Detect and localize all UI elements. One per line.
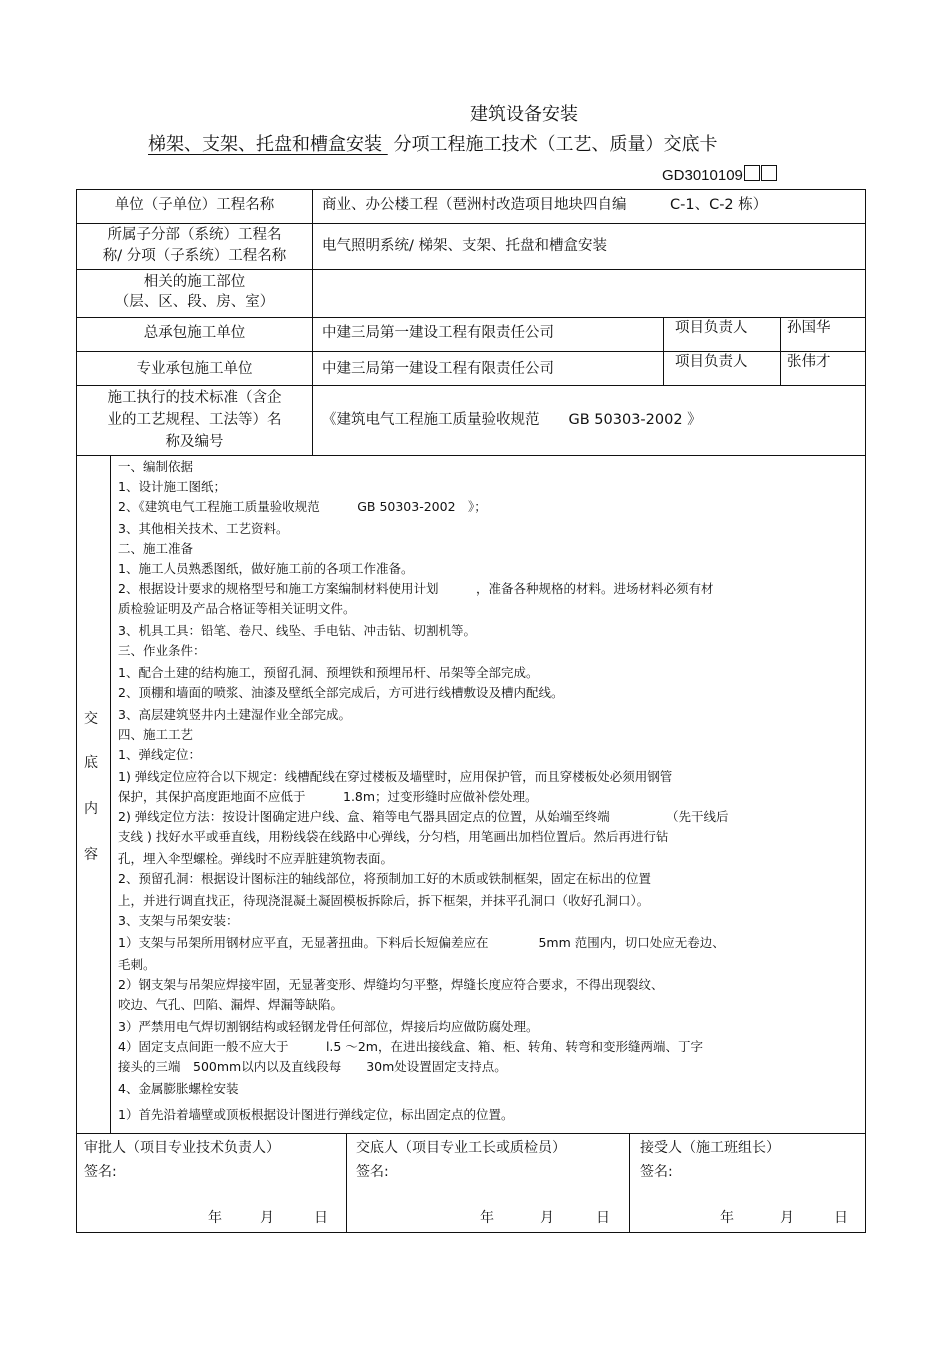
division-label-1: 所属子分部（系统）工程名: [107, 227, 282, 243]
form-code-text: GD3010109: [662, 167, 743, 184]
general-pm-label: 项目负责人: [675, 320, 748, 336]
checkbox-icon: [761, 165, 777, 181]
unit-value: 商业、办公楼工程（琶洲村改造项目地块四自编 C-1、C-2 栋）: [322, 197, 768, 213]
content-line: 上，并进行调直找正，待现浇混凝土凝固模板拆除后，拆下框架，并抹平孔洞口（收好孔洞口）。: [118, 893, 650, 908]
content-line: 2、预留孔洞：根据设计图标注的轴线部位，将预制加工好的木质或铁制框架，固定在标出的位置: [118, 871, 651, 886]
receiver-month: 月: [780, 1210, 794, 1226]
content-line: 1）首先沿着墙壁或顶板根据设计图进行弹线定位，标出固定点的位置。: [118, 1107, 514, 1122]
content-line: 2）钢支架与吊架应焊接牢固，无显著变形、焊缝均匀平整，焊缝长度应符合要求，不得出现裂纹、: [118, 977, 664, 992]
unit-label: 单位（子单位）工程名称: [114, 197, 275, 213]
approver-day: 日: [314, 1210, 328, 1226]
discloser-year: 年: [480, 1210, 494, 1226]
content-line: 质检验证明及产品合格证等相关证明文件。: [118, 601, 356, 616]
content-line: 1、施工人员熟悉图纸，做好施工前的各项工作准备。: [118, 561, 414, 576]
special-pm-label: 项目负责人: [675, 354, 748, 370]
content-label-char: 底: [84, 755, 98, 771]
standard-value: 《建筑电气工程施工质量验收规范 GB 50303-2002 》: [322, 412, 702, 428]
content-line: 3、高层建筑竖井内土建湿作业全部完成。: [118, 707, 351, 722]
receiver-label: 接受人（施工班组长）: [640, 1140, 780, 1156]
content-label-char: 交: [84, 711, 98, 727]
receiver-day: 日: [834, 1210, 848, 1226]
content-line: 二、施工准备: [118, 541, 194, 556]
general-pm-value: 孙国华: [787, 320, 831, 336]
subtitle-underlined: 梯架、支架、托盘和槽盒安装: [148, 134, 382, 155]
receiver-sign-label: 签名:: [640, 1164, 673, 1180]
standard-label-1: 施工执行的技术标准（含企: [107, 390, 282, 406]
division-label-2: 称/ 分项（子系统）工程名称: [102, 248, 287, 264]
page-title: 建筑设备安装: [470, 104, 578, 125]
content-line: 3、支架与吊架安装：: [118, 913, 239, 928]
general-contractor-label: 总承包施工单位: [143, 325, 246, 341]
approver-sign-label: 签名:: [84, 1164, 117, 1180]
form-code: [662, 165, 777, 184]
approver-month: 月: [260, 1210, 274, 1226]
page-subtitle: [148, 130, 717, 156]
division-value: 电气照明系统/ 梯架、支架、托盘和槽盒安装: [322, 238, 607, 254]
content-label-char: 容: [84, 847, 98, 863]
special-contractor-label: 专业承包施工单位: [136, 361, 253, 377]
content-line: 咬边、气孔、凹陷、漏焊、焊漏等缺陷。: [118, 997, 344, 1012]
content-line: 4、金属膨胀螺栓安装: [118, 1081, 239, 1096]
content-line: 1) 弹线定位应符合以下规定：线槽配线在穿过楼板及墙壁时，应用保护管，而且穿楼板处必须用钢管: [118, 769, 673, 784]
approver-label: 审批人（项目专业技术负责人）: [84, 1140, 280, 1156]
content-line: 1、弹线定位：: [118, 747, 201, 762]
content-line: 2) 弹线定位方法：按设计图确定进户线、盒、箱等电气器具固定点的位置，从始端至终端 （先干线后: [118, 809, 729, 824]
content-line: 四、施工工艺: [118, 727, 194, 742]
content-line: 2、根据设计要求的规格型号和施工方案编制材料使用计划 ，准备各种规格的材料。进场材料必须有材: [118, 581, 714, 596]
checkbox-icon: [744, 165, 760, 181]
subtitle-rest: 分项工程施工技术（工艺、质量）交底卡: [393, 134, 718, 155]
content-line: 1、配合土建的结构施工，预留孔洞、预埋铁和预埋吊杆、吊架等全部完成。: [118, 665, 539, 680]
content-line: 1、设计施工图纸；: [118, 479, 226, 494]
content-line: 支线 ) 找好水平或垂直线，用粉线袋在线路中心弹线，分匀档，用笔画出加档位置后。然后再进行钻: [118, 829, 669, 844]
discloser-month: 月: [540, 1210, 554, 1226]
content-line: 4）固定支点间距一般不应大于 l.5 ～2m，在进出接线盒、箱、柜、转角、转弯和变形缝两端、丁字: [118, 1039, 703, 1054]
receiver-year: 年: [720, 1210, 734, 1226]
content-line: 3、其他相关技术、工艺资料。: [118, 521, 289, 536]
content-line: 3、机具工具：铅笔、卷尺、线坠、手电钻、冲击钻、切割机等。: [118, 623, 476, 638]
content-line: 3）严禁用电气焊切割钢结构或轻钢龙骨任何部位，焊接后均应做防腐处理。: [118, 1019, 539, 1034]
content-line: 一、编制依据: [118, 459, 194, 474]
content-line: 三、作业条件：: [118, 643, 206, 658]
general-contractor-value: 中建三局第一建设工程有限责任公司: [322, 325, 554, 341]
special-pm-value: 张伟才: [787, 354, 831, 370]
standard-label-2: 业的工艺规程、工法等）名: [107, 412, 282, 428]
location-label-1: 相关的施工部位: [143, 274, 246, 290]
content-line: 2、《建筑电气工程施工质量验收规范 GB 50303-2002 》；: [118, 499, 487, 514]
content-line: 孔，埋入伞型螺栓。弹线时不应弄脏建筑物表面。: [118, 851, 394, 866]
content-line: 毛刺。: [118, 957, 156, 972]
discloser-day: 日: [596, 1210, 610, 1226]
discloser-sign-label: 签名:: [356, 1164, 389, 1180]
content-line: 保护，其保护高度距地面不应低于 1.8m；过变形缝时应做补偿处理。: [118, 789, 538, 804]
special-contractor-value: 中建三局第一建设工程有限责任公司: [322, 361, 554, 377]
discloser-label: 交底人（项目专业工长或质检员）: [356, 1140, 566, 1156]
standard-label-3: 称及编号: [165, 434, 224, 450]
content-line: 1）支架与吊架所用钢材应平直，无显著扭曲。下料后长短偏差应在 5mm 范围内，切口处应无卷边、: [118, 935, 725, 950]
content-line: 接头的三端 500mm以内以及直线段每 30m处设置固定支持点。: [118, 1059, 507, 1074]
approver-year: 年: [208, 1210, 222, 1226]
location-label-2: （层、区、段、房、室）: [114, 294, 275, 310]
content-line: 2、顶棚和墙面的喷浆、油漆及壁纸全部完成后，方可进行线槽敷设及槽内配线。: [118, 685, 564, 700]
content-label-char: 内: [84, 801, 98, 817]
